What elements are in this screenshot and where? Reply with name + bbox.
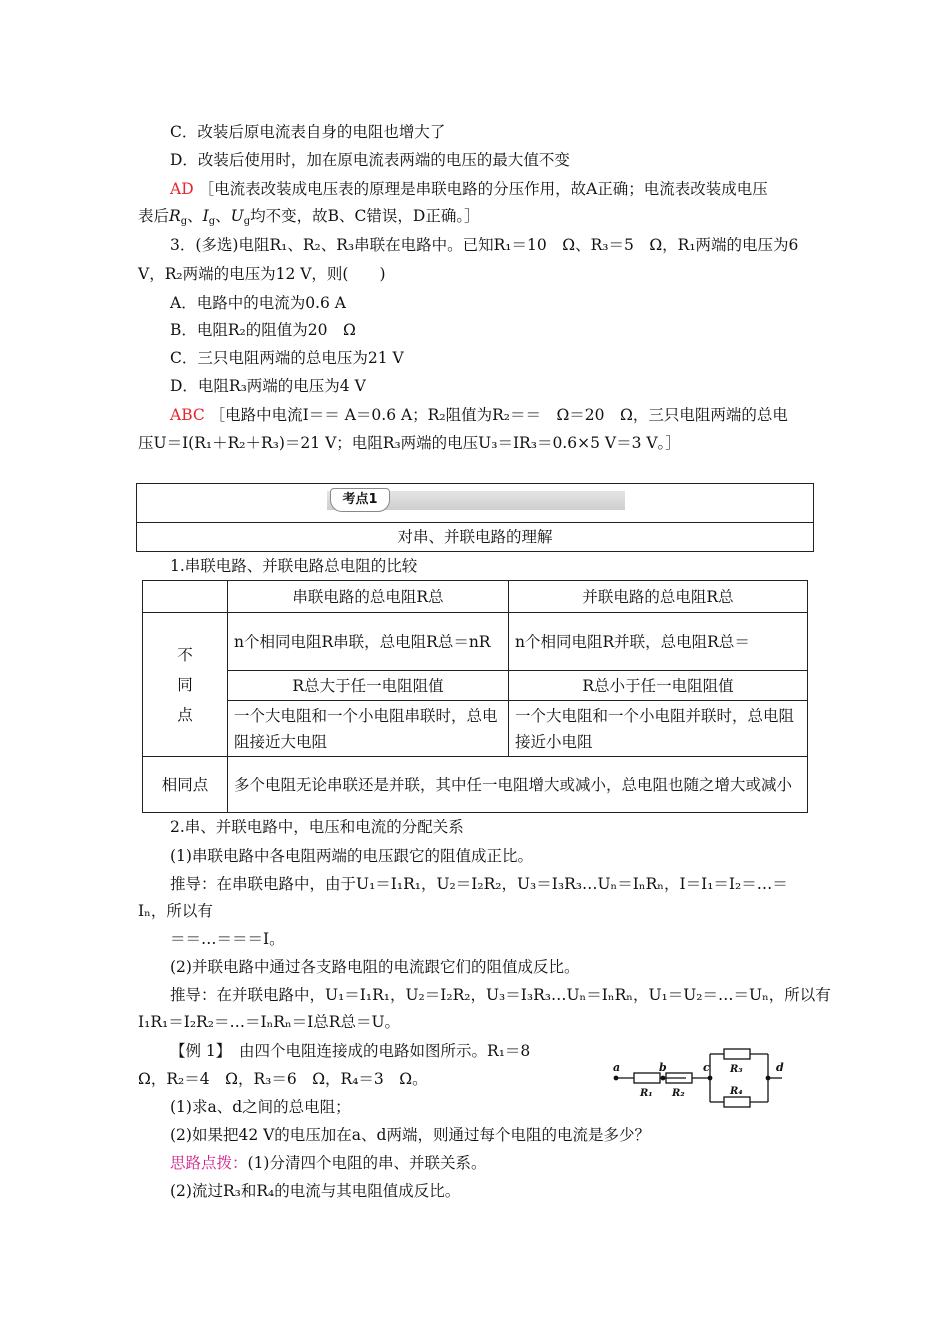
node-c: c [703,1061,710,1074]
q3-stem-1: 3．(多选)电阻R₁、R₂、R₃串联在电路中。已知R₁＝10 Ω、R₃＝5 Ω，R₁两端的电压为6 [170,236,799,254]
table-row [143,671,808,701]
q2-explanation-2: 表后$R_g$、$I_g$、$U_g$均不变，故B、C错误，D正确。］ [138,207,480,227]
q3-answer: ABC [170,406,205,424]
q2-answer-line [170,177,850,201]
cell-same-text: 多个电阻无论串联还是并联，其中任一电阻增大或减小，总电阻也随之增大或减小 [228,757,808,813]
label-r2: R₂ [672,1088,685,1099]
hint-label: 思路点拨： [170,1154,248,1172]
diff-label-char: 点 [177,705,193,724]
resistor-r3 [724,1049,750,1059]
q3-explanation-1: ［电路中电流I＝＝ A＝0.6 A；R₂阻值为R₂＝＝ Ω＝20 Ω，三只电阻两端的总电 [209,406,788,424]
diff-label-char: 不 [177,645,193,664]
q2-answer: AD [170,180,194,198]
example-1-q2: (2)如果把42 V的电压加在a、d两端，则通过每个电阻的电流是多少？ [170,1126,650,1144]
example-1-lead: 【例 1】 由四个电阻连接成的电路如图所示。R₁＝8 [170,1042,531,1060]
table-corner-cell [143,581,228,613]
q2-expl-post: 均不变，故B、C错误，D正确。］ [250,207,480,225]
table-row [143,581,808,613]
circuit-diagram [606,1044,796,1110]
q2-option-c: C．改装后原电流表自身的电阻也增大了 [170,123,446,141]
table-row [143,701,808,757]
section-1-heading: 1.串联电路、并联电路总电阻的比较 [170,557,418,575]
cell-series-same-n: n个相同电阻R串联，总电阻R总＝nR [228,613,509,671]
section-2-p1: (1)串联电路中各电阻两端的电压跟它的阻值成正比。 [170,847,533,865]
label-r1: R₁ [640,1088,653,1099]
section-2-p2-derive-2: I₁R₁＝I₂R₂＝…＝IₙRₙ＝I总R总＝U。 [138,1013,401,1031]
cell-parallel-same-n: n个相同电阻R并联，总电阻R总＝ [509,613,808,671]
example-1-line-2: Ω，R₂＝4 Ω，R₃＝6 Ω，R₄＝3 Ω。 [138,1070,428,1088]
kaodian-divider [137,522,813,523]
header-series: 串联电路的总电阻R总 [228,581,509,613]
resistor-r1 [634,1073,660,1083]
hint-1: (1)分清四个电阻的串、并联关系。 [247,1154,487,1172]
table-row [143,613,808,671]
section-2-p1-derive-2: Iₙ，所以有 [138,902,213,920]
example-1-hint-line [170,1151,850,1175]
header-parallel: 并联电路的总电阻R总 [509,581,808,613]
section-2-p1-derive-1: 推导：在串联电路中，由于U₁＝I₁R₁，U₂＝I₂R₂，U₃＝I₃R₃…Uₙ＝IₙRₙ，I＝I₁＝I₂＝…＝ [170,875,788,893]
q3-explanation-2: 压U＝I(R₁＋R₂＋R₃)＝21 V；电阻R₃两端的电压U₃＝IR₃＝0.6×5 V＝3 V。］ [138,434,681,452]
node-b: b [659,1061,667,1074]
diff-label [143,613,228,757]
kaodian-box [136,483,814,552]
cell-series-greater: R总大于任一电阻阻值 [228,671,509,701]
cell-series-big-small: 一个大电阻和一个小电阻串联时，总电阻接近大电阻 [228,701,509,757]
section-2-heading: 2.串、并联电路中，电压和电流的分配关系 [170,818,464,836]
q3-stem-2: V，R₂两端的电压为12 V，则( ) [138,265,386,283]
kaodian-title: 对串、并联电路的理解 [397,528,553,546]
comparison-table [142,580,808,813]
cell-parallel-big-small: 一个大电阻和一个小电阻并联时，总电阻接近小电阻 [509,701,808,757]
label-r3: R₃ [730,1064,743,1075]
q3-option-d: D．电阻R₃两端的电压为4 V [170,377,366,395]
table-row [143,757,808,813]
example-1-q1: (1)求a、d之间的总电阻； [170,1098,351,1116]
section-2-p2-derive-1: 推导：在并联电路中，U₁＝I₁R₁，U₂＝I₂R₂，U₃＝I₃R₃…Uₙ＝IₙRₙ，U₁＝U₂＝…＝Uₙ，所以有 [170,986,831,1004]
q3-option-b: B．电阻R₂的阻值为20 Ω [170,321,356,339]
q2-option-d: D．改装后使用时，加在原电流表两端的电压的最大值不变 [170,151,570,169]
q2-expl-pre: 表后 [138,207,170,225]
example-1-hint-2: (2)流过R₃和R₄的电流与其电阻值成反比。 [170,1182,461,1200]
node-a: a [613,1061,621,1074]
resistor-r4 [724,1097,750,1107]
q2-explanation-1: ［电流表改装成电压表的原理是串联电路的分压作用，故A正确；电流表改装成电压 [198,180,768,198]
label-r4: R₄ [730,1086,743,1097]
q3-option-c: C．三只电阻两端的总电压为21 V [170,349,404,367]
section-2-p1-derive-3: ＝＝…＝＝＝I。 [170,930,285,948]
q3-answer-line [170,403,850,427]
q3-option-a: A．电路中的电流为0.6 A [170,294,346,312]
node-d: d [776,1061,784,1074]
kaodian-badge: 考点1 [330,488,390,512]
section-2-p2: (2)并联电路中通过各支路电阻的电流跟它们的阻值成反比。 [170,958,580,976]
diff-label-char: 同 [177,675,193,694]
same-label: 相同点 [143,757,228,813]
cell-parallel-less: R总小于任一电阻阻值 [509,671,808,701]
